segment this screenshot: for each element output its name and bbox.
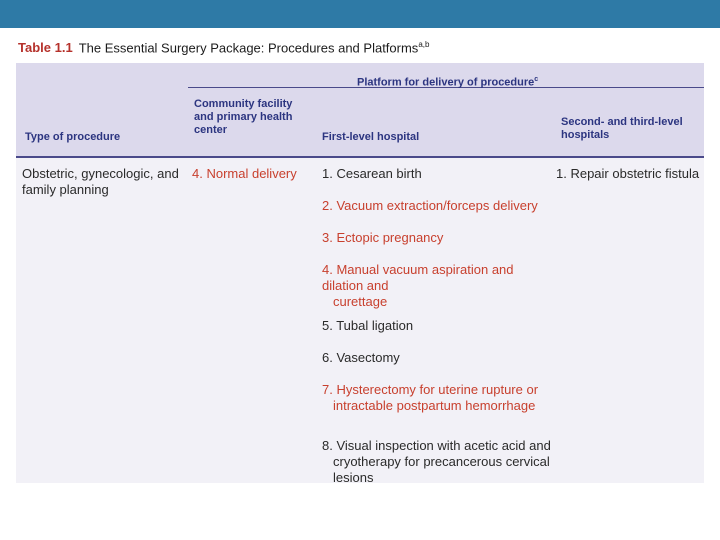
col-first-level-hospital: First-level hospital: [322, 131, 420, 143]
platform-header: Platform for delivery of procedure$^c$: [357, 76, 539, 89]
cell-community-procedure: 4. Normal delivery: [192, 166, 297, 181]
first-level-item-3: 3. Ectopic pregnancy: [322, 230, 444, 245]
table-title-text: The Essential Surgery Package: Procedures and Platforms: [78, 40, 419, 56]
first-level-item-1: 1. Cesarean birth: [322, 166, 422, 181]
col-type-of-procedure: Type of procedure: [25, 131, 121, 143]
cell-type-of-procedure: Obstetric, gynecologic, and family planning: [22, 166, 179, 197]
platform-footnote-marker: c: [534, 76, 539, 83]
first-level-item-7: 7. Hysterectomy for uterine rupture or intractable postpartum hemorrhage: [322, 382, 539, 413]
header-bottom-rule: [16, 156, 704, 158]
top-banner: [0, 0, 720, 28]
col-second-third-level: Second- and third-level hospitals: [561, 116, 683, 141]
first-level-item-6: 6. Vasectomy: [322, 350, 400, 365]
col-community-facility: Community facility and primary health center: [194, 98, 293, 136]
table-number: Table 1.1: [18, 40, 73, 56]
title-footnote-marker: a,b: [418, 40, 430, 49]
cell-second-level-procedure: 1. Repair obstetric fistula: [556, 166, 700, 181]
first-level-item-2: 2. Vacuum extraction/forceps delivery: [322, 198, 538, 213]
first-level-item-8: 8. Visual inspection with acetic acid and cryotherapy for precancerous cervical lesions: [322, 438, 551, 485]
first-level-item-4: 4. Manual vacuum aspiration and dilation and curettage: [322, 262, 514, 309]
table-title: [18, 40, 429, 55]
first-level-item-5: 5. Tubal ligation: [322, 318, 414, 333]
